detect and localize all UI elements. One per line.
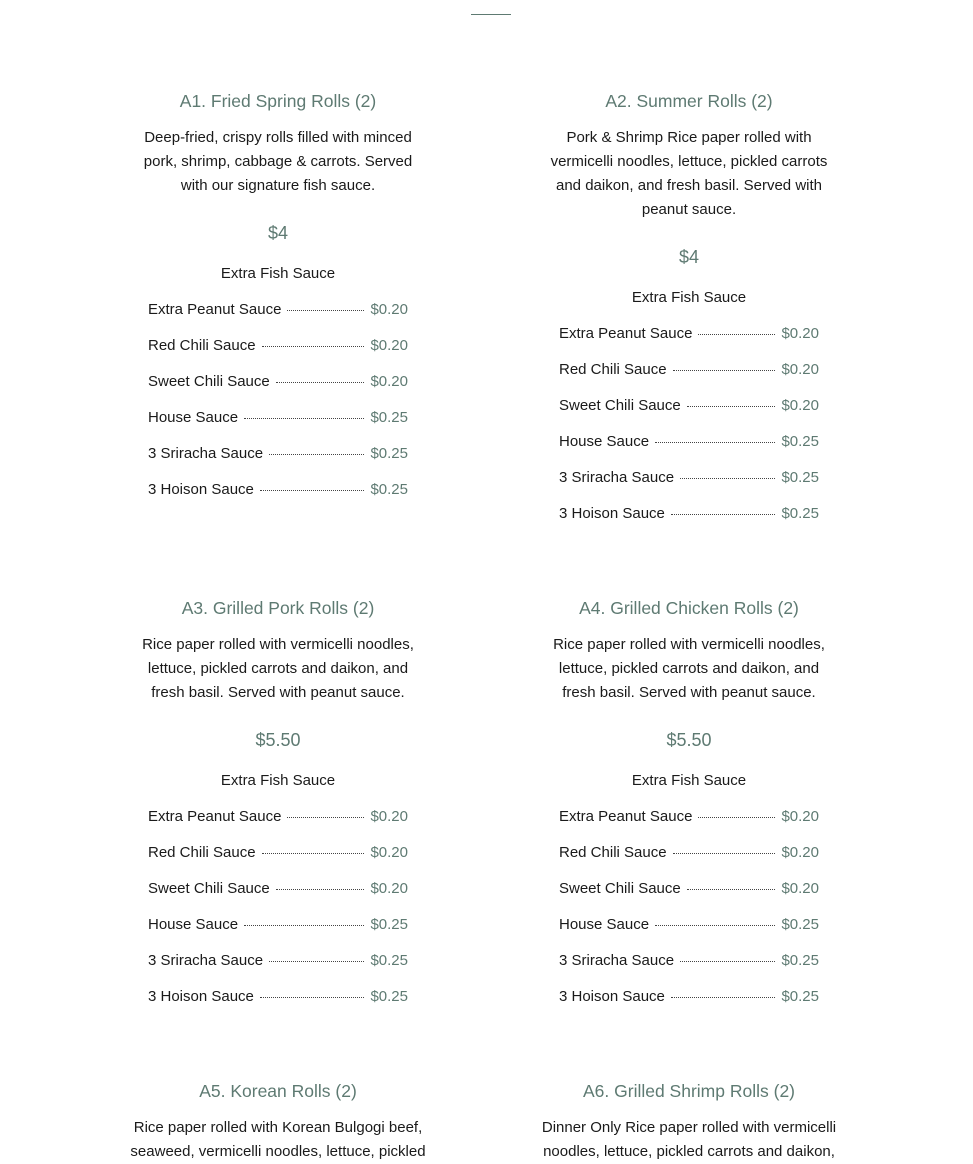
dot-leader [671, 514, 776, 515]
dot-leader [680, 478, 775, 479]
extra-row [148, 987, 408, 1023]
extra-name: House Sauce [148, 916, 239, 933]
dot-leader [698, 817, 775, 818]
item-title: A3. Grilled Pork Rolls (2) [181, 598, 375, 618]
dot-leader [673, 370, 776, 371]
extra-row [559, 807, 819, 843]
extra-name: Red Chili Sauce [148, 337, 256, 354]
extra-row [559, 987, 819, 1023]
extra-price: $0.20 [370, 844, 408, 861]
extra-price: $0.25 [370, 409, 408, 426]
extra-name: 3 Sriracha Sauce [148, 445, 264, 462]
menu-item-a1 [128, 90, 428, 516]
dot-leader [269, 961, 364, 962]
dot-leader [262, 346, 365, 347]
extra-name: Red Chili Sauce [559, 844, 667, 861]
extras-heading: Extra Fish Sauce [631, 289, 747, 306]
extra-price: $0.20 [370, 808, 408, 825]
menu-item-a3 [128, 597, 428, 1023]
dot-leader [287, 310, 364, 311]
extra-price: $0.20 [370, 373, 408, 390]
dot-leader [655, 925, 775, 926]
extra-price: $0.25 [370, 445, 408, 462]
extra-price: $0.25 [370, 988, 408, 1005]
extra-price: $0.25 [781, 916, 819, 933]
dot-leader [687, 889, 776, 890]
extra-row [559, 324, 819, 360]
item-price: $5.50 [666, 730, 712, 750]
extra-row [148, 951, 408, 987]
item-price: $5.50 [255, 730, 301, 750]
extra-name: Extra Peanut Sauce [559, 325, 693, 342]
extra-row [559, 915, 819, 951]
extras-heading: Extra Fish Sauce [220, 772, 336, 789]
dot-leader [276, 382, 365, 383]
top-divider [471, 14, 511, 15]
extra-name: Extra Peanut Sauce [559, 808, 693, 825]
extra-price: $0.25 [781, 469, 819, 486]
extra-name: Red Chili Sauce [148, 844, 256, 861]
extra-name: House Sauce [559, 433, 650, 450]
extra-name: 3 Hoison Sauce [148, 481, 254, 498]
extra-name: 3 Hoison Sauce [148, 988, 254, 1005]
extra-price: $0.20 [781, 844, 819, 861]
extra-name: 3 Sriracha Sauce [148, 952, 264, 969]
menu-item-a6 [539, 1080, 839, 1164]
dot-leader [244, 418, 364, 419]
item-title: A2. Summer Rolls (2) [605, 91, 773, 111]
extra-name: Extra Peanut Sauce [148, 808, 282, 825]
extra-price: $0.20 [370, 337, 408, 354]
dot-leader [260, 490, 365, 491]
dot-leader [244, 925, 364, 926]
extras-heading: Extra Fish Sauce [631, 772, 747, 789]
item-description: Rice paper rolled with vermicelli noodles, lettuce, pickled carrots and daikon, and fresh basil. Served with peanut sauce. [142, 636, 414, 701]
extra-row [148, 843, 408, 879]
dot-leader [655, 442, 775, 443]
extra-row [559, 951, 819, 987]
extra-price: $0.20 [781, 361, 819, 378]
dot-leader [673, 853, 776, 854]
extras-list [559, 324, 819, 540]
extra-price: $0.20 [370, 301, 408, 318]
extra-name: Sweet Chili Sauce [559, 880, 681, 897]
extra-price: $0.20 [781, 880, 819, 897]
extra-row [559, 396, 819, 432]
extra-name: Sweet Chili Sauce [559, 397, 681, 414]
dot-leader [698, 334, 775, 335]
extra-name: Sweet Chili Sauce [148, 880, 270, 897]
item-price: $4 [678, 247, 700, 267]
item-description: Deep-fried, crispy rolls filled with minced pork, shrimp, cabbage & carrots. Served with our signature fish sauce. [143, 129, 413, 194]
extras-list [148, 300, 408, 516]
extras-heading: Extra Fish Sauce [220, 265, 336, 282]
extra-name: 3 Sriracha Sauce [559, 952, 675, 969]
extra-name: Sweet Chili Sauce [148, 373, 270, 390]
extra-price: $0.20 [781, 808, 819, 825]
item-title: A6. Grilled Shrimp Rolls (2) [583, 1081, 795, 1101]
dot-leader [680, 961, 775, 962]
item-description: Pork & Shrimp Rice paper rolled with vermicelli noodles, lettuce, pickled carrots and daikon, and fresh basil. Served with peanut sauce. [550, 129, 828, 218]
dot-leader [269, 454, 364, 455]
item-title: A4. Grilled Chicken Rolls (2) [579, 598, 799, 618]
extra-row [148, 408, 408, 444]
extra-name: 3 Sriracha Sauce [559, 469, 675, 486]
item-description: Rice paper rolled with vermicelli noodles, lettuce, pickled carrots and daikon, and fresh basil. Served with peanut sauce. [553, 636, 825, 701]
extra-name: 3 Hoison Sauce [559, 505, 665, 522]
dot-leader [671, 997, 776, 998]
extra-price: $0.25 [370, 916, 408, 933]
extra-price: $0.25 [781, 988, 819, 1005]
dot-leader [276, 889, 365, 890]
menu-item-a5 [128, 1080, 428, 1164]
extra-row [148, 444, 408, 480]
extra-price: $0.25 [370, 952, 408, 969]
extras-list [148, 807, 408, 1023]
menu-item-a4 [539, 597, 839, 1023]
extra-name: 3 Hoison Sauce [559, 988, 665, 1005]
extra-name: Extra Peanut Sauce [148, 301, 282, 318]
item-price: $4 [267, 223, 289, 243]
extra-row [148, 915, 408, 951]
item-description: Dinner Only Rice paper rolled with vermicelli noodles, lettuce, pickled carrots and daikon, [541, 1119, 837, 1160]
dot-leader [260, 997, 365, 998]
dot-leader [687, 406, 776, 407]
extra-name: House Sauce [559, 916, 650, 933]
extra-price: $0.25 [781, 505, 819, 522]
item-title: A1. Fried Spring Rolls (2) [179, 91, 377, 111]
extra-price: $0.25 [781, 952, 819, 969]
extra-row [148, 480, 408, 516]
extra-name: Red Chili Sauce [559, 361, 667, 378]
extra-name: House Sauce [148, 409, 239, 426]
extra-price: $0.25 [781, 433, 819, 450]
extra-price: $0.25 [370, 481, 408, 498]
extra-row [559, 879, 819, 915]
extra-row [148, 879, 408, 915]
extra-row [559, 432, 819, 468]
extra-row [559, 468, 819, 504]
extra-row [148, 807, 408, 843]
extra-price: $0.20 [781, 397, 819, 414]
extra-row [559, 504, 819, 540]
extra-row [148, 336, 408, 372]
item-description: Rice paper rolled with Korean Bulgogi beef, seaweed, vermicelli noodles, lettuce, pickled [130, 1119, 426, 1160]
extra-row [148, 300, 408, 336]
extra-row [559, 843, 819, 879]
extras-list [559, 807, 819, 1023]
extra-row [148, 372, 408, 408]
menu-item-a2 [539, 90, 839, 540]
item-title: A5. Korean Rolls (2) [199, 1081, 357, 1101]
extra-price: $0.20 [781, 325, 819, 342]
dot-leader [287, 817, 364, 818]
dot-leader [262, 853, 365, 854]
extra-row [559, 360, 819, 396]
extra-price: $0.20 [370, 880, 408, 897]
